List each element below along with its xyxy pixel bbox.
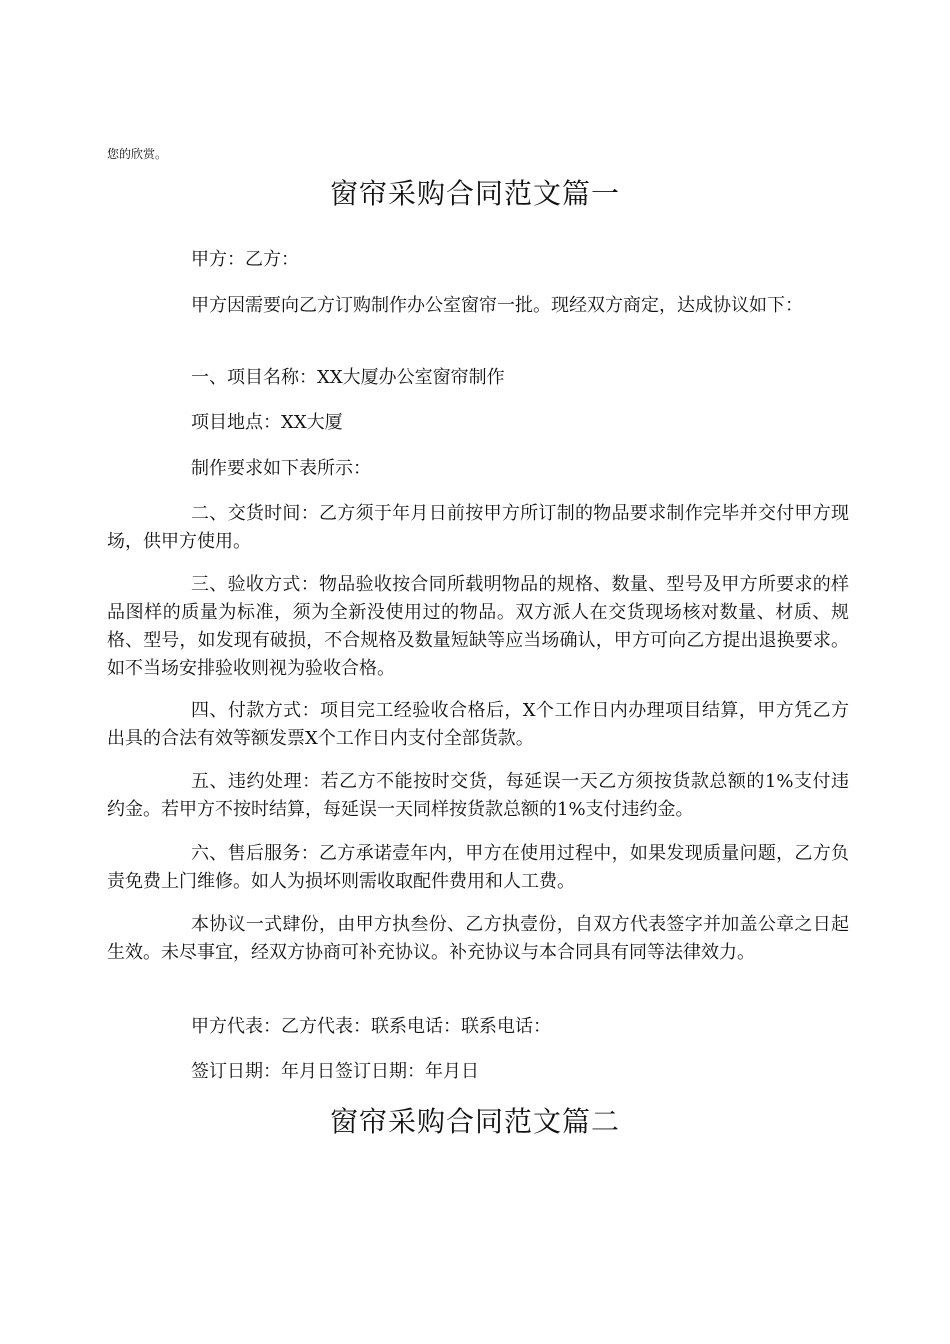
- effectiveness-clause: 本协议一式肆份，由甲方执叁份、乙方执壹份，自双方代表签字并加盖公章之日起生效。未尽事宜，经双方协商可补充协议。补充协议与本合同具有同等法律效力。: [107, 914, 849, 963]
- requirements-line: 制作要求如下表所示：: [191, 458, 371, 479]
- after-sales-clause: 六、售后服务：乙方承诺壹年内，甲方在使用过程中，如果发现质量问题，乙方负责免费上门维修。如人为损坏则需收取配件费用和人工费。: [107, 843, 849, 892]
- project-location-line: 项目地点：XX大厦: [191, 412, 343, 433]
- acceptance-clause: 三、验收方式：物品验收按合同所载明物品的规格、数量、型号及甲方所要求的样品图样的质量为标准，须为全新没使用过的物品。双方派人在交货现场核对数量、材质、规格、型号，如发现有破损，不合规格及数量短缺等应当场确认，甲方可向乙方提出退换要求。如不当场安排验收则视为验收合格。: [107, 574, 849, 679]
- delivery-clause: 二、交货时间：乙方须于年月日前按甲方所订制的物品要求制作完毕并交付甲方现场，供甲方使用。: [107, 503, 849, 552]
- preamble-paragraph: 甲方因需要向乙方订购制作办公室窗帘一批。现经双方商定，达成协议如下：: [191, 295, 803, 316]
- signing-date-line: 签订日期：年月日签订日期：年月日: [191, 1061, 479, 1082]
- representatives-line: 甲方代表：乙方代表：联系电话：联系电话：: [191, 1016, 551, 1037]
- intro-text: 您的欣赏。: [107, 147, 168, 161]
- project-name-line: 一、项目名称：XX大厦办公室窗帘制作: [191, 367, 505, 388]
- contract-title-2: 窗帘采购合同范文篇二: [329, 1105, 620, 1138]
- payment-clause: 四、付款方式：项目完工经验收合格后，X个工作日内办理项目结算，甲方凭乙方出具的合法有效等额发票X个工作日内支付全部货款。: [107, 700, 849, 749]
- parties-line: 甲方：乙方：: [191, 249, 299, 270]
- contract-title-1: 窗帘采购合同范文篇一: [329, 177, 620, 210]
- breach-clause: 五、违约处理：若乙方不能按时交货，每延误一天乙方须按货款总额的1%支付违约金。若甲方不按时结算，每延误一天同样按货款总额的1%支付违约金。: [107, 771, 849, 820]
